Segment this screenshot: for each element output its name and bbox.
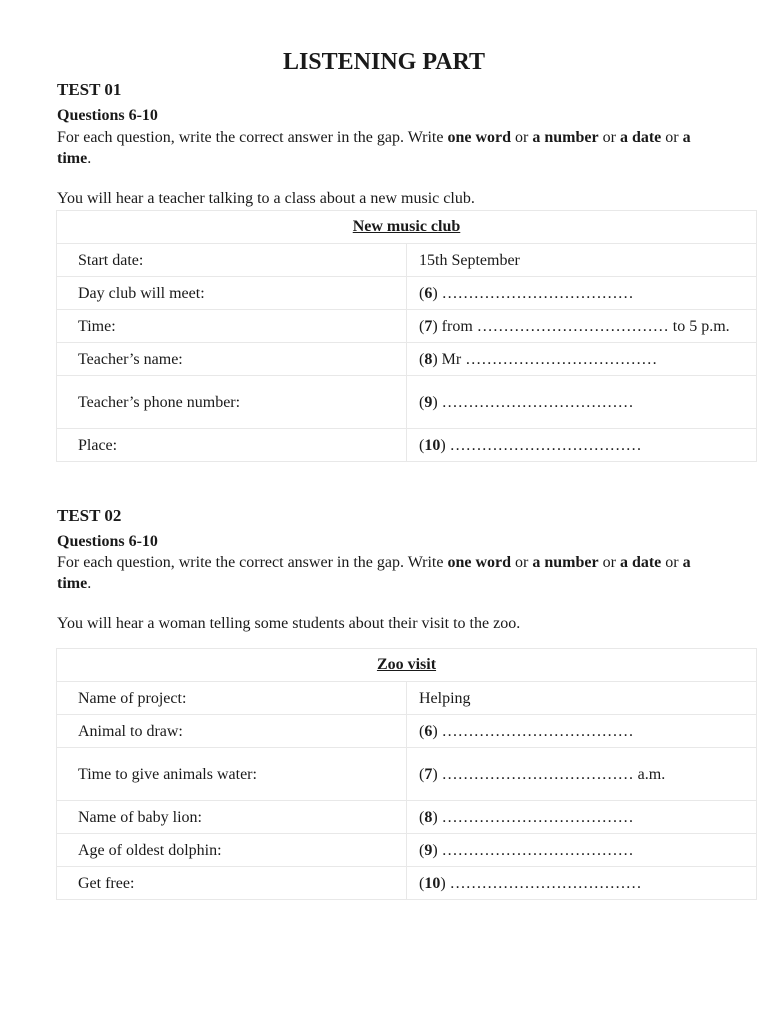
row-answer: 15th September (407, 244, 757, 277)
question-number: 7 (424, 317, 433, 335)
question-number: 10 (424, 874, 441, 892)
table-title: Zoo visit (57, 649, 757, 682)
row-label: Time: (57, 310, 407, 343)
test-01-label: TEST 01 (57, 80, 122, 99)
answer-gap[interactable]: (7) from ……………………………… to 5 p.m. (407, 310, 757, 343)
question-number: 7 (424, 765, 433, 783)
test-01-instructions: For each question, write the correct answer in the gap. Write one word or a number or a date or a time. (57, 129, 691, 167)
test-01-table (56, 210, 757, 462)
answer-gap[interactable]: (9) ……………………………… (407, 376, 757, 429)
test-02-questions-label: Questions 6-10 (57, 533, 158, 550)
answer-gap[interactable]: (7) ……………………………… a.m. (407, 748, 757, 801)
question-number: 6 (424, 284, 433, 302)
row-label: Age of oldest dolphin: (57, 834, 407, 867)
page-title: LISTENING PART (282, 49, 486, 75)
row-answer: Helping (407, 682, 757, 715)
answer-gap[interactable]: (6) ……………………………… (407, 277, 757, 310)
answer-gap[interactable]: (8) ……………………………… (407, 801, 757, 834)
row-label: Animal to draw: (57, 715, 407, 748)
table-row (57, 429, 757, 462)
answer-gap[interactable]: (6) ……………………………… (407, 715, 757, 748)
table-row (57, 376, 757, 429)
question-number: 10 (424, 436, 441, 454)
table-row (57, 867, 757, 900)
row-label: Name of baby lion: (57, 801, 407, 834)
answer-gap[interactable]: (8) Mr ……………………………… (407, 343, 757, 376)
row-label: Start date: (57, 244, 407, 277)
question-number: 9 (424, 841, 433, 859)
question-number: 8 (424, 350, 433, 368)
table-row (57, 310, 757, 343)
table-title: New music club (57, 211, 757, 244)
table-row (57, 343, 757, 376)
row-label: Name of project: (57, 682, 407, 715)
question-number: 8 (424, 808, 433, 826)
table-row (57, 801, 757, 834)
row-label: Teacher’s phone number: (57, 376, 407, 429)
answer-gap[interactable]: (10) ……………………………… (407, 867, 757, 900)
table-row (57, 715, 757, 748)
question-number: 9 (424, 393, 433, 411)
row-label: Teacher’s name: (57, 343, 407, 376)
test-02-instructions: For each question, write the correct answer in the gap. Write one word or a number or a date or a time. (57, 554, 691, 592)
row-label: Day club will meet: (57, 277, 407, 310)
table-row (57, 748, 757, 801)
row-label: Get free: (57, 867, 407, 900)
test-01-context: You will hear a teacher talking to a class about a new music club. (57, 190, 475, 207)
row-label: Place: (57, 429, 407, 462)
row-label: Time to give animals water: (57, 748, 407, 801)
test-02-context: You will hear a woman telling some students about their visit to the zoo. (57, 615, 521, 632)
answer-gap[interactable]: (9) ……………………………… (407, 834, 757, 867)
table-row (57, 244, 757, 277)
table-row (57, 277, 757, 310)
test-02-table (56, 648, 757, 900)
table-row (57, 834, 757, 867)
answer-gap[interactable]: (10) ……………………………… (407, 429, 757, 462)
question-number: 6 (424, 722, 433, 740)
table-row (57, 682, 757, 715)
test-02-label: TEST 02 (57, 506, 122, 525)
test-01-questions-label: Questions 6-10 (57, 107, 158, 124)
